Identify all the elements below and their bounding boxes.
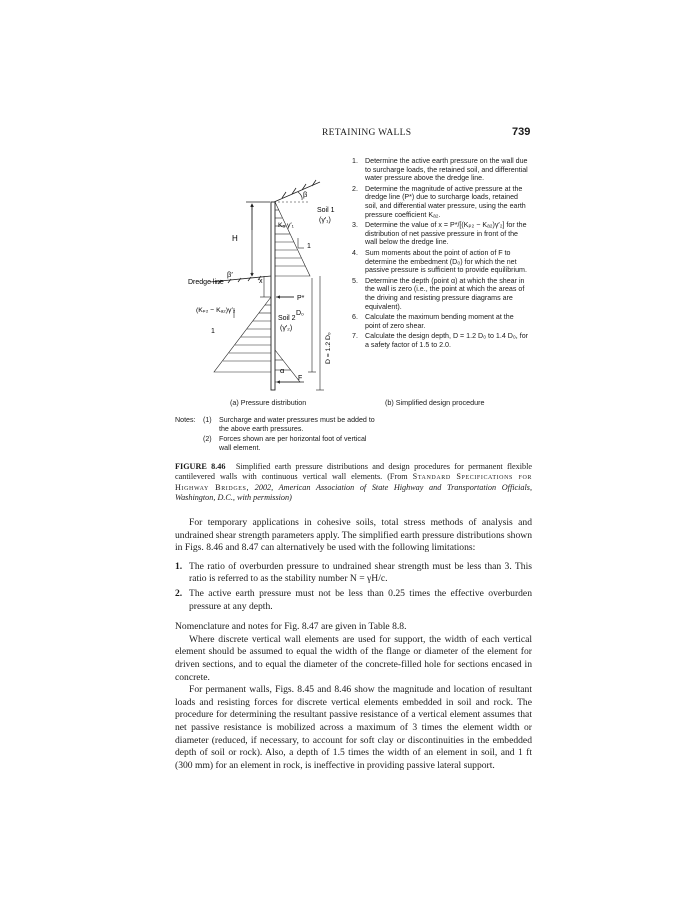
step-number: 1.: [352, 157, 358, 165]
label-ka-gamma1: Kₐ γ′₁: [278, 222, 294, 229]
height-dimension: [246, 202, 270, 276]
step-item: [352, 185, 530, 219]
note-text: Surcharge and water pressures must be added to the above earth pressures.: [219, 416, 375, 433]
label-one-lower: 1: [211, 328, 215, 335]
step-number: 3.: [352, 221, 358, 230]
figure-label: FIGURE 8.46: [175, 462, 226, 471]
beta-angle-arc: [298, 192, 302, 200]
label-k-diff: (Kₚ₂ − Kₐ₂)γ′₂: [196, 307, 236, 314]
note-text: Forces shown are per horizontal foot of vertical wall element.: [219, 435, 367, 452]
label-f: F: [298, 375, 303, 382]
label-beta: β: [303, 190, 308, 199]
label-alpha: α: [280, 366, 285, 375]
label-d-eq: D = 1.2 D₀: [325, 332, 332, 364]
note-item: [175, 435, 375, 452]
figure-caption: [175, 462, 532, 504]
limitation-item: [175, 588, 532, 613]
limitation-text: The active earth pressure must not be less than 0.25 times the effective overburden pressure at any depth.: [189, 587, 532, 612]
label-one-upper: 1: [307, 243, 311, 250]
label-h: H: [232, 234, 238, 243]
step-number: 2.: [352, 184, 358, 193]
step-item: [352, 157, 530, 183]
step-item: [352, 313, 530, 330]
step-number: 4.: [352, 248, 358, 257]
label-soil1: Soil 1: [317, 207, 335, 214]
running-title: RETAINING WALLS: [322, 128, 412, 138]
label-dredge-line: [188, 279, 224, 286]
step-number: 6.: [352, 313, 358, 322]
step-item: [352, 277, 530, 311]
label-d0: D₀: [296, 310, 304, 317]
step-text: Determine the active earth pressure on the wall due to surcharge loads, the retained soil, and differential water pressure above the dredge line.: [365, 157, 528, 183]
step-text: Calculate the maximum bending moment at the point of zero shear.: [365, 313, 514, 330]
step-text: Calculate the design depth, D = 1.2 D₀ to 1.4 D₀, for a safety factor of 1.5 to 2.0.: [365, 332, 529, 349]
step-text: Determine the value of x = P*/[(Kₚ₂ − Kₐ₂)γ′₂] for the distribution of net passive pressure in front of the wall below the dredge line.: [365, 221, 527, 247]
note-number: (2): [203, 435, 212, 444]
subcaption-a: (a) Pressure distribution: [230, 398, 307, 407]
page-number: 739: [512, 126, 531, 138]
caption-source-prefix: (From: [387, 472, 408, 482]
step-item: [352, 221, 530, 247]
active-pressure-diagram: [275, 202, 310, 276]
label-p-star: P*: [297, 295, 305, 302]
label-beta-prime: β′: [227, 270, 233, 279]
step-number: 5.: [352, 276, 358, 285]
caption-source-title: Standard Specifications for Highway Bridges,: [175, 472, 533, 492]
step-number: 7.: [352, 332, 358, 341]
embedment-dimensions: [308, 276, 324, 390]
step-item: [352, 332, 530, 349]
notes-label: Notes:: [175, 416, 196, 424]
limitations-list: [175, 561, 532, 613]
label-gamma1: (γ′₁): [319, 217, 331, 224]
wall-element: [271, 202, 275, 390]
caption-source-rest: 2002, American Association of State Highway and Transportation Officials, Washington, D.C., with permission): [175, 482, 532, 503]
subcaption-b: (b) Simplified design procedure: [385, 398, 485, 407]
limitation-text: The ratio of overburden pressure to undrained shear strength must be less than 3. This ratio is referred to as the stability number N = γH/c.: [189, 560, 532, 585]
limitation-number: 1.: [175, 560, 183, 572]
figure-notes: [175, 416, 375, 454]
note-item: [175, 416, 375, 433]
step-item: [352, 249, 530, 275]
body-paragraph: For permanent walls, Figs. 8.45 and 8.46 show the magnitude and location of resultant loads and resisting forces for discrete vertical elements embedded in soil and rock. The procedure for determining the resultant passive resistance of a vertical element assumes that net passive resistance is mobilized across a maximum of 3 times the element width or diameter (reduced, if necessary, to account for soft clay or discontinuities in the embedded depth of soil or rock). Also, a depth of 1.5 times the width of an element in soil, and 1 ft (300 mm) for an element in rock, is ineffective in providing passive lateral support.: [175, 684, 532, 771]
body-paragraph: Where discrete vertical wall elements are used for support, the width of each vertical element should be assumed to equal the width of the flange or diameter of the element for driven sections, and to equal the diameter of the concrete-filled hole for sections encased in concrete.: [175, 633, 532, 683]
backfill-slope: [274, 180, 320, 202]
step-text: Determine the magnitude of active pressure at the dredge line (P*) due to surcharge loads, retained soil, and differential water pressure, using the earth pressure coefficient Kₐ₂.: [365, 184, 526, 219]
limitation-item: [175, 561, 532, 586]
step-text: Determine the depth (point α) at which the shear in the wall is zero (i.e., the point at which the areas of the driving and resisting pressure diagrams are equivalent).: [365, 276, 525, 311]
caption-text: Simplified earth pressure distributions and design procedures for permanent flexible cantilevered walls with continuous vertical wall elements.: [175, 462, 533, 482]
body-paragraph: For temporary applications in cohesive soils, total stress methods of analysis and undrained shear strength parameters apply. The simplified earth pressure distributions shown in Figs. 8.46 and 8.47 can alternatively be used with the following limitations:: [175, 517, 532, 554]
body-paragraph: Nomenclature and notes for Fig. 8.47 are given in Table 8.8.: [175, 621, 407, 633]
step-text: Sum moments about the point of action of F to determine the embedment (D₀) for which the net passive pressure is sufficient to provide equilibrium.: [365, 248, 527, 275]
label-dredge-line-text: Dredge line: [188, 279, 224, 286]
limitation-number: 2.: [175, 587, 183, 599]
note-number: (1): [203, 416, 212, 424]
label-gamma2: (γ′₂): [280, 325, 293, 332]
body-text: [175, 517, 532, 772]
label-x: x: [259, 278, 263, 285]
label-soil2: Soil 2: [278, 315, 296, 322]
pressure-distribution-diagram: [170, 150, 350, 395]
design-procedure-steps: [352, 157, 530, 351]
toe-pressure-diagram: [275, 350, 303, 382]
